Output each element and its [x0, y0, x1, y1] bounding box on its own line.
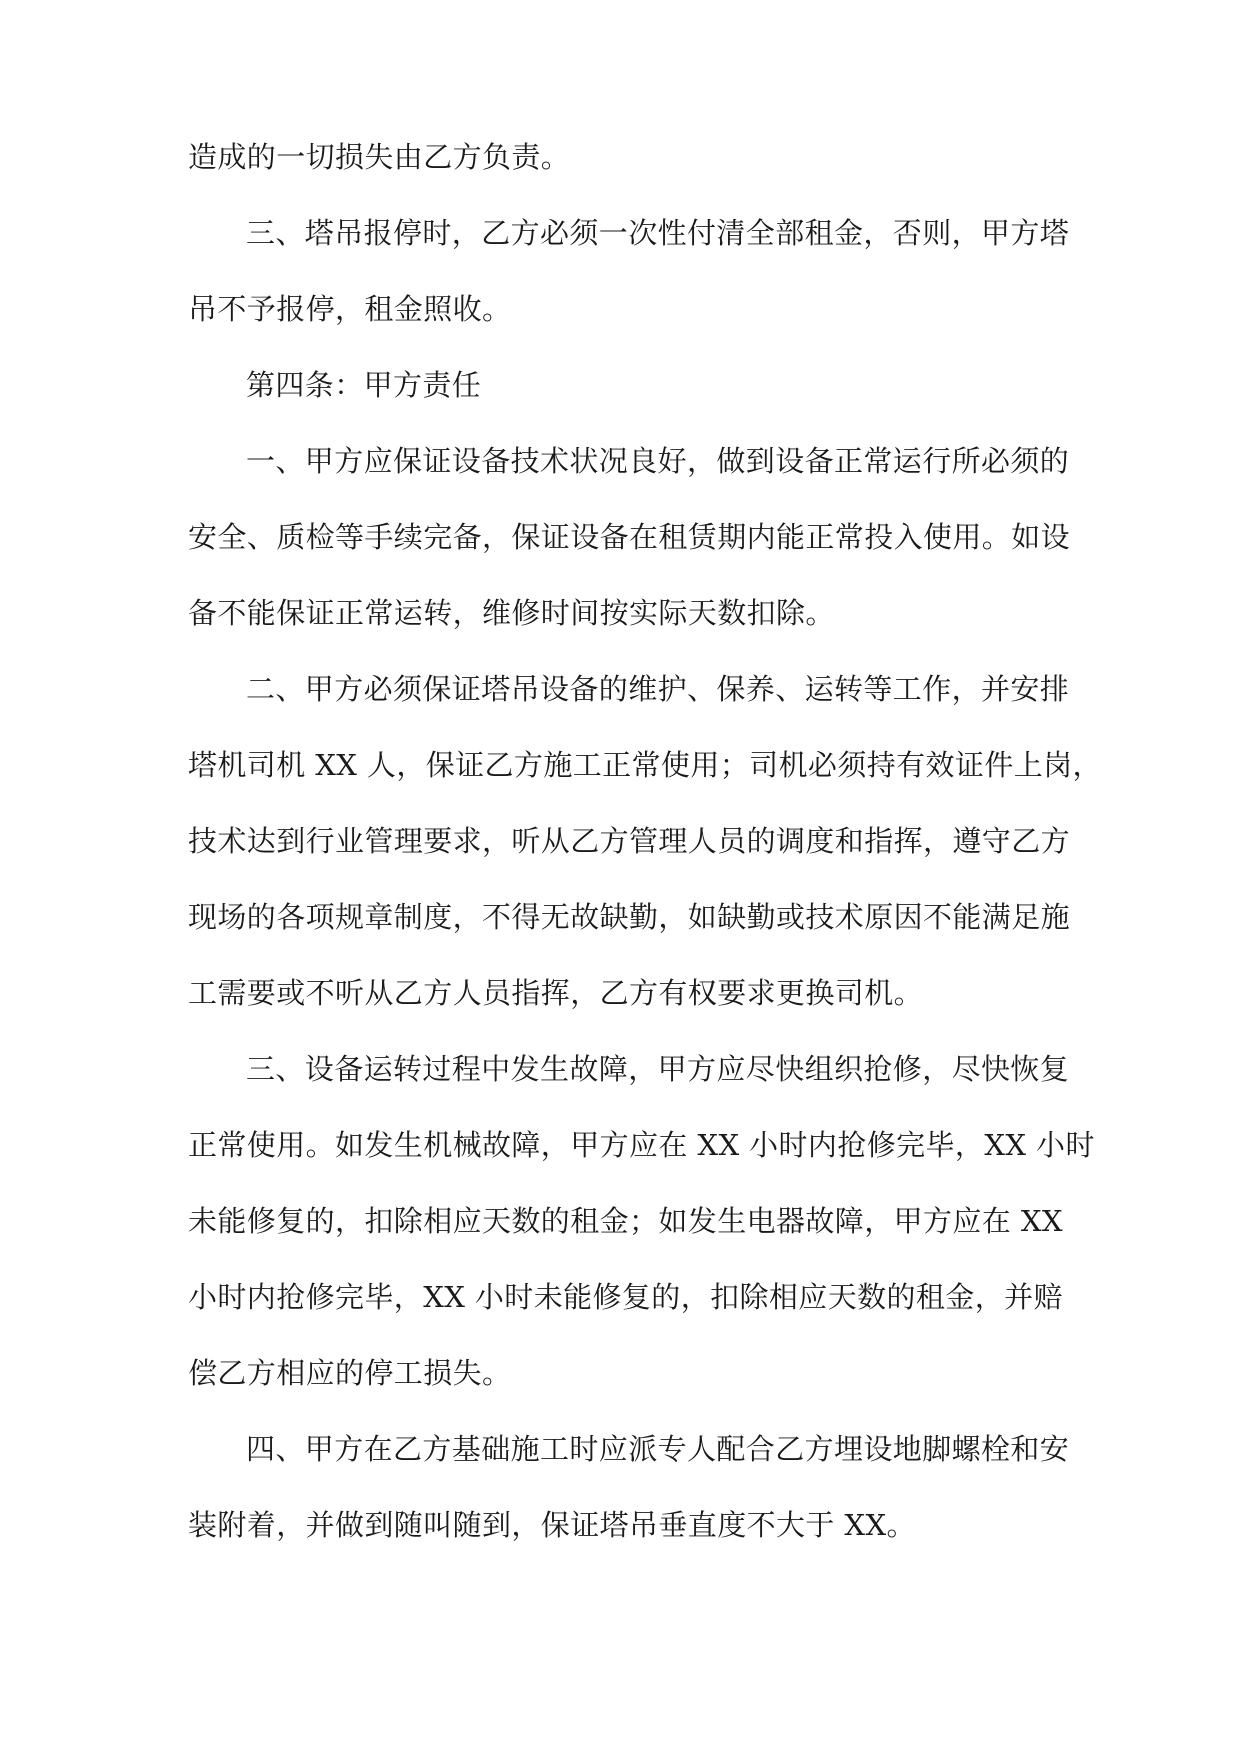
text-line-5: 一、甲方应保证设备技术状况良好，做到设备正常运行所必须的	[246, 444, 1070, 478]
document-body	[188, 138, 1102, 1544]
text-line-7: 备不能保证正常运转，维修时间按实际天数扣除。	[188, 596, 835, 630]
text-line-14: 正常使用。如发生机械故障，甲方应在 XX 小时内抢修完毕，XX 小时	[188, 1128, 1095, 1162]
text-line-12: 工需要或不听从乙方人员指挥，乙方有权要求更换司机。	[188, 976, 924, 1010]
text-line-8: 二、甲方必须保证塔吊设备的维护、保养、运转等工作，并安排	[246, 672, 1070, 706]
text-line-11: 现场的各项规章制度，不得无故缺勤，如缺勤或技术原因不能满足施	[188, 900, 1071, 934]
text-line-15: 未能修复的，扣除相应天数的租金；如发生电器故障，甲方应在 XX	[188, 1204, 1063, 1238]
text-line-9: 塔机司机 XX 人，保证乙方施工正常使用；司机必须持有效证件上岗，	[188, 748, 1102, 782]
text-line-19: 装附着，并做到随叫随到，保证塔吊垂直度不大于 XX。	[188, 1508, 916, 1542]
text-line-18: 四、甲方在乙方基础施工时应派专人配合乙方埋设地脚螺栓和安	[246, 1432, 1070, 1466]
text-line-10: 技术达到行业管理要求，听从乙方管理人员的调度和指挥，遵守乙方	[188, 824, 1071, 858]
text-line-13: 三、设备运转过程中发生故障，甲方应尽快组织抢修，尽快恢复	[246, 1052, 1070, 1086]
section-heading-article-4: 第四条：甲方责任	[246, 368, 482, 402]
text-line-17: 偿乙方相应的停工损失。	[188, 1356, 512, 1390]
text-line-3: 吊不予报停，租金照收。	[188, 292, 512, 326]
text-line-16: 小时内抢修完毕，XX 小时未能修复的，扣除相应天数的租金，并赔	[188, 1280, 1063, 1314]
text-line-2: 三、塔吊报停时，乙方必须一次性付清全部租金，否则，甲方塔	[246, 216, 1070, 250]
text-line-6: 安全、质检等手续完备，保证设备在租赁期内能正常投入使用。如设	[188, 520, 1071, 554]
text-line-1: 造成的一切损失由乙方负责。	[188, 140, 571, 174]
